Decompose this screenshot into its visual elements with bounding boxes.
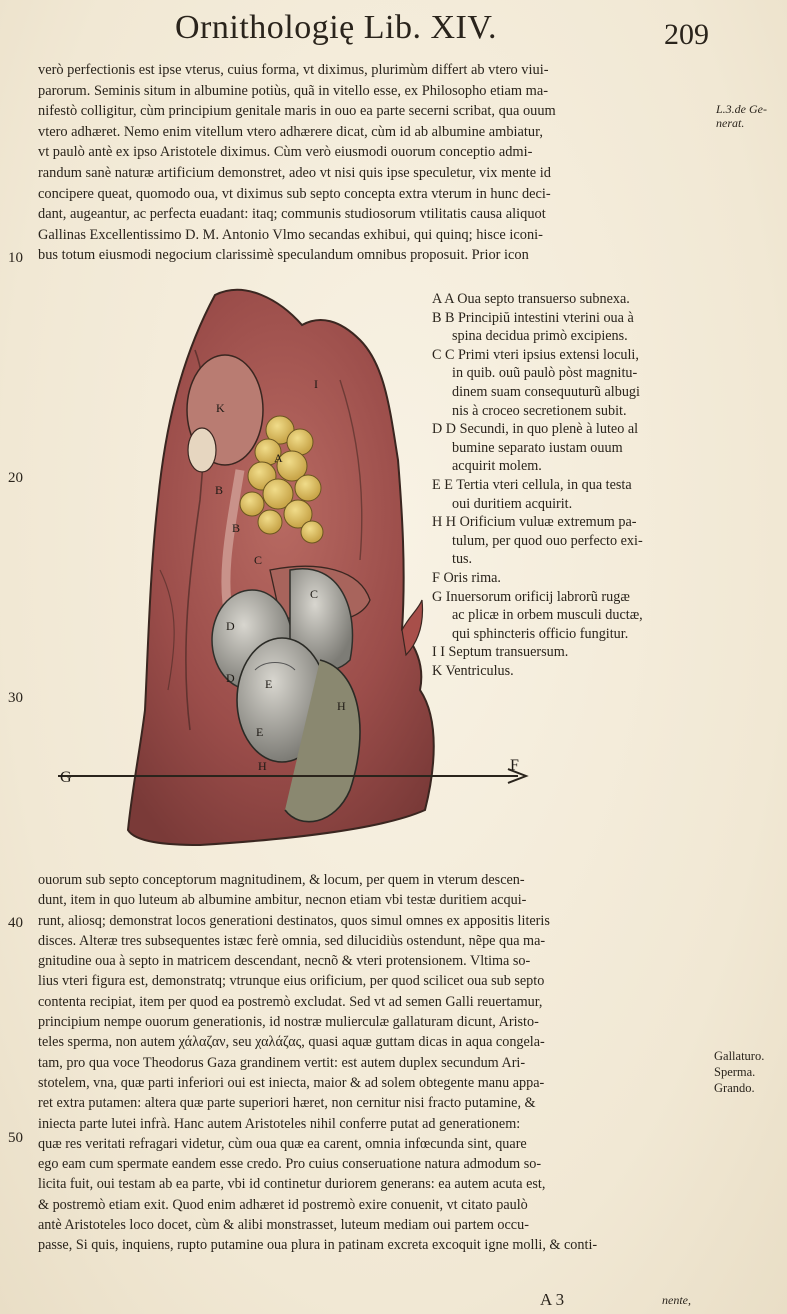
figure-label-f: F [510, 757, 519, 774]
figure-label-c1: C [254, 553, 263, 567]
text-line: quæ res veritati refragari videtur, cùm oua quæ ea carent, omnia infœcunda sint, quare [38, 1135, 527, 1152]
line-number-30: 30 [8, 690, 23, 706]
figure-label-g: G [60, 769, 72, 786]
text-line: runt, aliosq; demonstrat locos generationi destinatos, quos simul omnes ex appositis literis [38, 912, 550, 929]
legend-item: A A Oua septo transuerso subnexa. [432, 291, 630, 307]
page-number: 209 [664, 18, 709, 51]
text-line: passe, Si quis, inquiens, rupto putamine oua plura in patinam excreta excoquit igne molli, & conti- [38, 1237, 598, 1254]
figure-label-e1: E [265, 677, 273, 691]
text-line: contenta recipiat, item per quod ea postremò excludat. Sed vt ad semen Galli reuertamur, [38, 993, 543, 1010]
figure-label-h1: H [337, 699, 346, 713]
text-line: antè Aristoteles loco docet, cùm & alibi monstrasset, luteum mediam oui partem occu- [38, 1217, 529, 1234]
legend-cont: tulum, per quod ouo perfecto exi- [452, 532, 643, 549]
margin-reference-line2: nerat. [716, 116, 745, 130]
text-line: iniecta parte lutei infrà. Hanc autem Aristoteles nihil conferre putat ad generationem: [38, 1115, 521, 1132]
text-line: randum sanè naturæ artificium demonstret, adeo vt nisi quis ipse speculetur, vix mente id [38, 164, 551, 181]
figure-label-h2: H [258, 759, 267, 773]
text-line: gnitudine oua à septo in matricem descendant, necnõ & vteri protensionem. Vltima so- [38, 953, 531, 970]
text-line: stotelem, vna, quæ parti inferiori oui est iniecta, maior & ad solem obtegente manu appa- [38, 1074, 545, 1091]
figure-legend [432, 290, 722, 680]
text-line: lius vteri figura est, demonstratq; vtrunque eius orificium, per quod scilicet oua sub septo [38, 973, 545, 990]
legend-cont: nis à croceo secretionem subit. [452, 402, 627, 419]
legend-cont: in quib. ouũ paulò pòst magnitu- [452, 365, 638, 382]
legend-item: D D Secundi, in quo plenè à luteo al [432, 421, 639, 438]
bottom-paragraph [38, 870, 710, 1256]
legend-item: G Inuersorum orificij labrorũ rugæ [432, 588, 630, 605]
line-number-20: 20 [8, 470, 23, 486]
text-line: vtero adhæret. Nemo enim vitellum vtero adhærere dicat, cùm id ab albumine ambiatur, [38, 123, 543, 140]
legend-cont: bumine separato iustam ouum [452, 439, 623, 456]
figure-label-d1: D [226, 619, 235, 633]
legend-cont: spina decidua primò excipiens. [452, 328, 628, 345]
running-title: Ornithologię Lib. XIV. [175, 9, 498, 46]
line-number-40: 40 [8, 915, 23, 931]
text-line: disces. Alteræ tres subsequentes istæc ferè omnia, sed dilucidiùs ostendunt, nẽpe qua ma- [38, 932, 546, 949]
margin-reference [716, 102, 767, 130]
text-line: nifestò colligitur, cùm principium genitale maris in ouo ea parte secerni scribat, qua ouum [38, 103, 556, 120]
figure-label-i: I [314, 377, 318, 391]
legend-item: F Oris rima. [432, 569, 501, 586]
text-line: ouorum sub septo conceptorum magnitudinem, & locum, per quem in vterum descen- [38, 872, 525, 888]
text-line: principium nempe ouorum generationis, id nostræ mulierculæ gallaturam dicunt, Aristo- [38, 1014, 539, 1031]
side-notes [714, 1048, 764, 1096]
text-line: verò perfectionis est ipse vterus, cuius forma, vt diximus, plurimùm differt ab vtero viui- [38, 62, 549, 78]
figure-label-d2: D [226, 671, 235, 685]
legend-item: K Ventriculus. [432, 662, 514, 679]
text-line: dunt, item in quo luteum ab albumine ambitur, necnon etiam vbi testæ duritiem acqui- [38, 892, 527, 909]
catchword: nente, [662, 1293, 691, 1307]
text-line: Gallinas Excellentissimo D. M. Antonio Vlmo secandas exhibui, qui quinq; hisce iconi- [38, 226, 543, 243]
signature-mark: A 3 [540, 1290, 565, 1309]
text-line: ret extra putamen: altera quæ parte superiori hæret, non cernitur nisi fracto putamine, & [38, 1095, 536, 1112]
side-note-grando: Grando. [714, 1081, 755, 1095]
line-number-50: 50 [8, 1130, 23, 1146]
legend-cont: oui duritiem acquirit. [452, 495, 573, 512]
text-line: & postremò etiam exit. Quod enim adhæret id postremò exire conuenit, vt citato paulò [38, 1196, 528, 1213]
text-line: ego eam cum spermate eandem esse credo. Pro cuius conseruatione natura admodum so- [38, 1156, 542, 1173]
text-line: bus totum eiusmodi negocium clarissimè speculandum omnibus proposuit. Prior icon [38, 247, 529, 264]
legend-item: E E Tertia vteri cellula, in qua testa [432, 476, 632, 493]
text-line: tam, pro qua voce Theodorus Gaza grandinem vertit: est autem duplex secundum Ari- [38, 1054, 526, 1071]
figure-label-b2: B [232, 521, 241, 535]
legend-item: B B Principiŭ intestini vterini oua à [432, 309, 634, 326]
text-line: concipere queat, quomodo oua, vt diximus sub septo concepta extra vterum in hunc deci- [38, 185, 551, 202]
legend-item: H H Orificium vuluæ extremum pa- [432, 514, 637, 531]
side-note-gallaturo: Gallaturo. [714, 1049, 765, 1063]
legend-cont: qui sphincteris officio fungitur. [452, 625, 629, 642]
figure-label-a: A [274, 451, 283, 465]
text-line: teles sperma, non autem χάλαζαν, seu χαλάζας, quasi aquæ guttam dicas in aqua congela- [38, 1034, 545, 1051]
side-note-sperma: Sperma. [714, 1065, 756, 1079]
text-line: vt paulò antè ex ipso Aristotele diximus. Cùm verò eiusmodi ouorum conceptio admi- [38, 144, 533, 161]
legend-cont: ac plicæ in orbem musculi ductæ, [452, 607, 643, 624]
line-number-10: 10 [8, 250, 23, 266]
top-paragraph [38, 60, 710, 266]
legend-cont: acquirit molem. [452, 458, 542, 475]
text-line: licita fuit, oui testam ab ea parte, vbi id continetur duriorem generans: ea autem acuta est, [38, 1176, 546, 1193]
legend-item: C C Primi vteri ipsius extensi loculi, [432, 346, 639, 363]
figure-label-e2: E [256, 725, 264, 739]
stomach-opening [188, 428, 216, 472]
margin-reference-line1: L.3.de Ge- [716, 102, 767, 116]
figure-label-b1: B [215, 483, 224, 497]
text-line: dant, augeantur, ac perfecta euadant: itaq; communis studiosorum vtilitatis causa aliquot [38, 206, 546, 223]
text-line: parorum. Seminis situm in albumine potiùs, quã in vitello esse, ex Philosopho etiam ma- [38, 82, 549, 99]
figure-label-k: K [216, 401, 225, 415]
oris-rima-spike [402, 600, 422, 655]
legend-cont: dinem suam consequuturũ albugi [452, 383, 640, 400]
legend-item: I I Septum transuersum. [432, 644, 569, 661]
legend-cont: tus. [452, 551, 473, 568]
figure-label-c2: C [310, 587, 319, 601]
